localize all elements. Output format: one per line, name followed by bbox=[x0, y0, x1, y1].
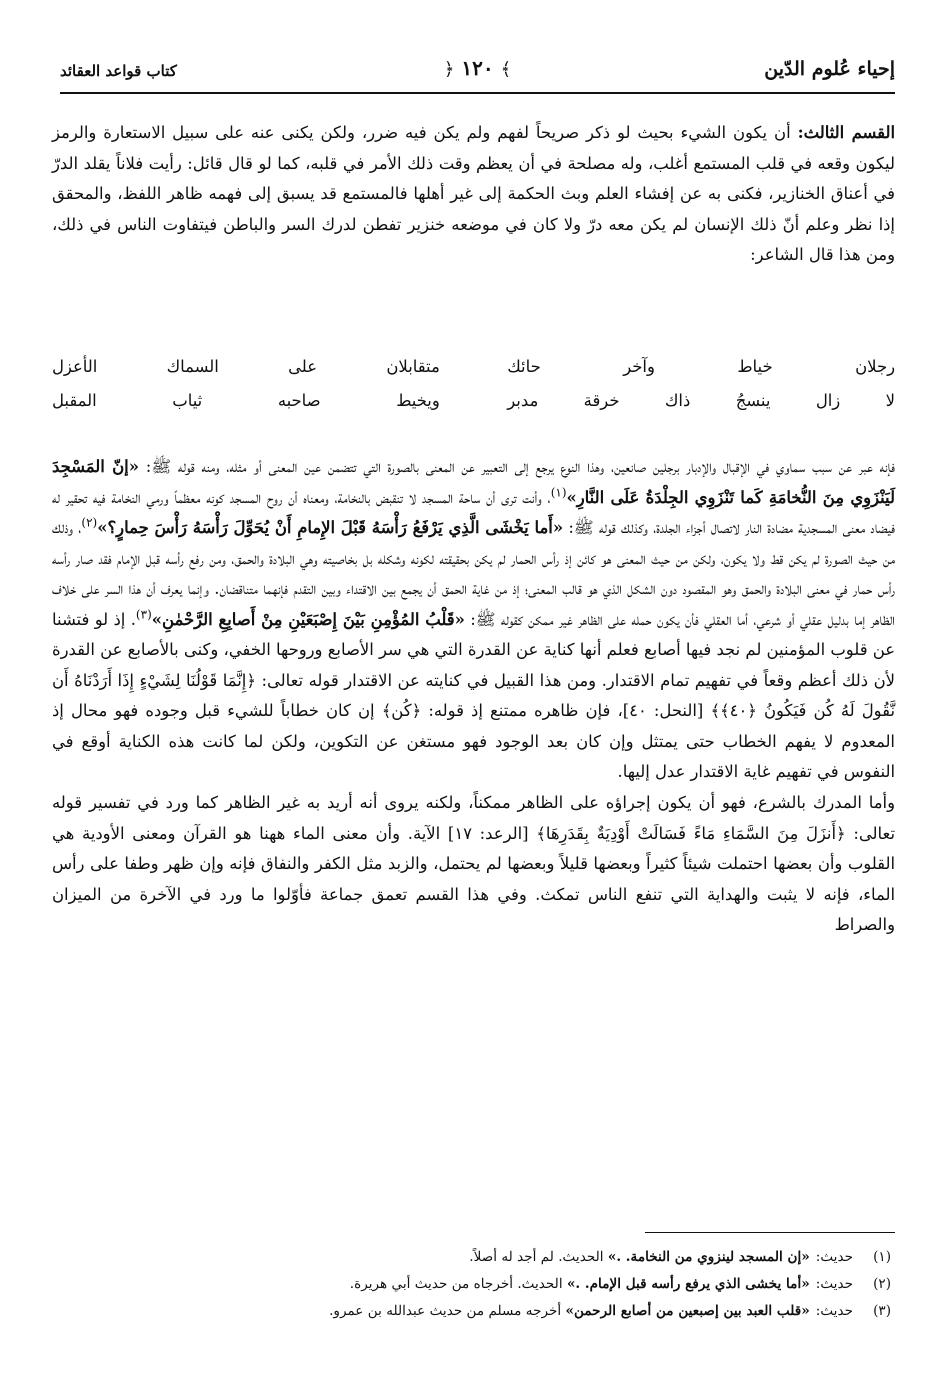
poem-hemistich: رجلان خياط وآخر حائك bbox=[507, 357, 895, 376]
footnote-number: (٣) bbox=[873, 1303, 891, 1319]
quran-citation: [الرعد: ١٧] الآية. bbox=[400, 823, 537, 843]
left-ornament-icon: ﴾ bbox=[500, 59, 512, 80]
paragraph-1-text: أن يكون الشيء بحيث لو ذكر صريحاً لفهم ولم يكن فيه ضرر، ولكن يكنى عنه على سبيل الاستعارة والرمز ليكون وقعه في قلب المستمع أغلب، وله مصلحة في أن يعظم وقت ذلك الأمر في قلبه، كما لو قال قائل: رأيت فلاناً يقلد الدرّ في أعناق الخنازير، فكنى به عن إفشاء العلم وبث الحكمة إلى غير أهلها فالمستمع قد يسبق إلى فهمه ظاهر اللفظ، والمحقق إذا نظر وعلم أنّ ذلك الإنسان لم يكن معه درّ ولا كان في موضعه خنزير تفطن لدرك السر والباطن فيتفاوت الناس في ذلك، ومن هذا قال الشاعر: bbox=[52, 123, 895, 265]
footnote-divider bbox=[645, 1232, 895, 1233]
footnote-number: (٢) bbox=[873, 1276, 891, 1292]
paragraph-3 bbox=[52, 788, 895, 941]
paragraph-1 bbox=[52, 118, 895, 271]
poem-line-1 bbox=[52, 350, 895, 384]
page-number-block bbox=[60, 56, 895, 80]
text-run: . إذ لو فتشنا عن قلوب المؤمنين لم نجد فيها أصابع فعلم أنها كناية عن القدرة التي هي سر الأصابع وروحها الخفي، وكنى بالأصابع عن القدرة لأن ذلك أعظم وقعاً في تفهيم تمام الاقتدار. ومن هذا القبيل في كنايته عن الاقتدار قوله تعالى: bbox=[52, 609, 895, 690]
footnote-ref[interactable]: (٣) bbox=[135, 607, 152, 622]
body-text-top bbox=[52, 118, 895, 271]
hadith-quote: «إنّ المَسْجِدَ لَيَنْزَوِي مِنَ النُّخامَةِ كَما تَنْزَوِي الجِلْدَةُ عَلَى النَّارِ» bbox=[52, 457, 895, 507]
footnote-item bbox=[52, 1271, 891, 1298]
text-run: إن كان خطاباً للشيء قبل وجوده فهو محال إذ المعدوم لا يفهم الخطاب حتى يمتثل وإن كان بعد الوجود فهو مستغن عن التكوين، ولكن لما كانت هذه الكناية أوقع في النفوس في تفهيم غاية الاقتدار عدل إليها. bbox=[52, 701, 895, 782]
quran-quote: ﴿أَنزَلَ مِنَ السَّمَاءِ مَاءً فَسَالَتْ أَوْدِيَةٌ بِقَدَرِهَا﴾ bbox=[536, 823, 846, 843]
paragraph-2 bbox=[52, 452, 895, 788]
poem bbox=[52, 350, 895, 418]
text-run: فإنه عبر عن سبب سماوي في الإقبال والإدبار برجلين صانعين، وهذا النوع يرجع إلى التعبير عن المعنى بالصورة التي تتضمن عين المعنى أو مثله، ومنه قوله ﷺ: bbox=[138, 457, 896, 476]
text-run: وأن معنى الماء ههنا هو القرآن ومعنى الأودية هي القلوب وأن بعضها احتملت شيئاً كثيراً وبعضها قليلاً وبعضها لم يحتمل، والزبد مثل الكفر والنفاق فإنه وإن ظهر وطفا على رأس الماء، فإنه لا يثبت والهداية التي تنفع الناس تمكث. وفي هذا القسم تعمق جماعة فأوّلوا ما ورد في الآخرة من الميزان والصراط bbox=[52, 823, 895, 935]
text-run: ، وذلك من حيث الصورة لم يكن قط ولا يكون، ولكن من حيث المعنى هو كائن إذ رأس الحمار لم يكن بحقيقته لكونه وشكله بل بخاصيته وهي البلادة والحمق، ومن رفع رأسه قبل الإمام فقد صار رأسه رأس حمار في معنى البلادة والحمق وهو المقصود دون الشكل الذي هو قالب المعنى؛ إذ من غاية الحمق أن يجمع بين الاقتداء وبين التقدم فإنهما متناقضان. وإنما يعرف أن هذا السر على خلاف الظاهر إما بدليل عقلي أو شرعي، أما العقلي فأن يكون حمله على الظاهر غير ممكن كقوله ﷺ: bbox=[52, 518, 895, 629]
footnote-label: حديث: bbox=[815, 1303, 853, 1319]
footnotes bbox=[52, 1244, 891, 1325]
page-number: ١٢٠ bbox=[461, 56, 494, 80]
text-run: وأما المدرك بالشرع، فهو أن يكون إجراؤه على الظاهر ممكناً، ولكنه يروى أنه أريد به غير الظاهر كما ورد في تفسير قوله تعالى: bbox=[52, 793, 896, 843]
footnote-item bbox=[52, 1244, 891, 1271]
section-title: كتاب قواعد العقائد bbox=[60, 62, 177, 80]
footnote-ref[interactable]: (١) bbox=[550, 485, 567, 500]
footnote-text: أخرجه مسلم من حديث عبدالله بن عمرو. bbox=[329, 1303, 566, 1319]
footnote-label: حديث: bbox=[815, 1276, 853, 1292]
poem-hemistich: لا زال ينسجُ ذاك خرقة مدبر bbox=[507, 391, 895, 410]
poem-line-2 bbox=[52, 384, 895, 418]
footnote-text: الحديث. أخرجاه من حديث أبي هريرة. bbox=[349, 1276, 567, 1292]
book-title: إحياء عُلوم الدّين bbox=[764, 58, 895, 80]
footnote-ref[interactable]: (٢) bbox=[81, 515, 98, 530]
right-ornament-icon: ﴿ bbox=[443, 59, 455, 80]
section-lead: القسم الثالث: bbox=[797, 123, 895, 142]
footnote-hadith: «قلب العبد بين إصبعين من أصابع الرحمن» bbox=[565, 1303, 810, 1319]
quran-quote: ﴿إِنَّمَا قَوْلُنَا لِشَيْءٍ إِذَا أَرَدْنَاهُ أَن نَّقُولَ لَهُ كُن فَيَكُونُ ﴿٤٠﴾﴾ bbox=[52, 670, 896, 721]
quran-quote: ﴿كُن﴾ bbox=[381, 701, 422, 721]
footnote-label: حديث: bbox=[815, 1249, 853, 1265]
footnote-item bbox=[52, 1298, 891, 1325]
text-run: فإن ظاهره ممتنع إذ قوله: bbox=[421, 701, 611, 721]
page-header bbox=[60, 52, 895, 94]
footnote-number: (١) bbox=[873, 1249, 891, 1265]
poem-hemistich: ويخيط صاحبه ثياب المقبل bbox=[52, 391, 440, 410]
footnote-hadith: «أما يخشى الذي يرفع رأسه قبل الإمام. .» bbox=[566, 1276, 810, 1292]
poem-hemistich: متقابلان على السماك الأعزل bbox=[52, 357, 440, 376]
footnote-hadith: «إن المسجد لينزوي من النخامة. .» bbox=[607, 1249, 810, 1265]
hadith-quote: «أَما يَخْشَى الَّذِي يَرْفَعُ رَأْسَهُ قَبْلَ الإِمامِ أَنْ يُحَوِّلَ رَأْسَهُ رَأْسَ حِمارٍ؟» bbox=[97, 518, 564, 538]
footnote-text: الحديث. لم أجد له أصلاً. bbox=[469, 1249, 608, 1265]
quran-citation: [النحل: ٤٠]، bbox=[610, 701, 711, 721]
hadith-quote: «قَلْبُ المُؤْمِنِ بَيْنَ إِصْبَعَيْنِ مِنْ أَصابِعِ الرَّحْمٰنِ» bbox=[151, 609, 465, 629]
body-text-main bbox=[52, 452, 895, 941]
text-run: ، وأنت ترى أن ساحة المسجد لا تنقبض بالنخامة، ومعناه أن روح المسجد كونه معظماً ورمي النخامة فيه تحقير له فيضاد معنى المسجدية مضادة النار لاتصال أجزاء الجلدة، وكذلك قوله ﷺ: bbox=[52, 487, 895, 538]
